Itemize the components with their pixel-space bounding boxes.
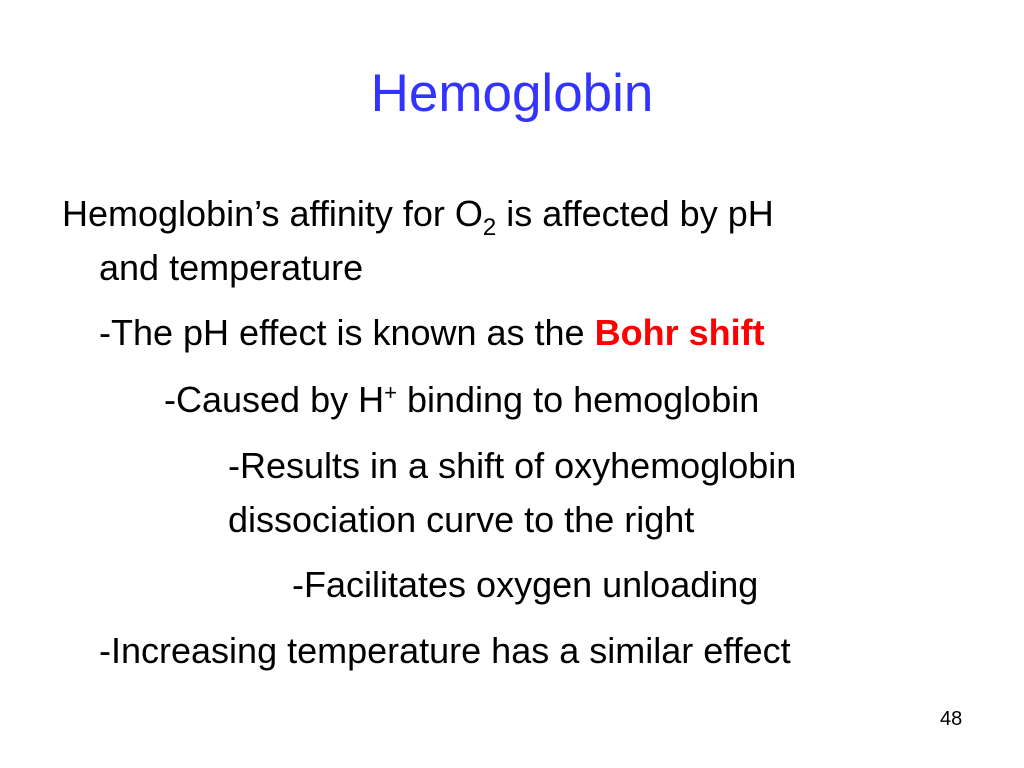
ph-effect-text: -The pH effect is known as the [99, 312, 595, 353]
affinity-text: Hemoglobin’s affinity for O [62, 193, 483, 234]
body-line-increasing-temperature: -Increasing temperature has a similar effect [99, 630, 791, 671]
slide-title: Hemoglobin [370, 64, 654, 123]
body-line-affinity [62, 192, 774, 241]
body-line-caused-by [164, 378, 759, 421]
h-plus-superscript: + [384, 380, 397, 405]
body-line-temperature: and temperature [99, 247, 364, 288]
body-line-unloading: -Facilitates oxygen unloading [292, 564, 759, 605]
caused-by-text: -Caused by H [164, 379, 385, 420]
body-line-dissociation: dissociation curve to the right [228, 499, 695, 540]
bohr-shift-term: Bohr shift [594, 312, 765, 353]
affinity-text-end: is affected by pH [496, 193, 774, 234]
body-line-ph-effect [99, 311, 765, 354]
page-number: 48 [940, 708, 963, 730]
caused-by-text-end: binding to hemoglobin [396, 379, 760, 420]
o2-subscript: 2 [482, 214, 497, 241]
body-line-results: -Results in a shift of oxyhemoglobin [228, 445, 797, 486]
